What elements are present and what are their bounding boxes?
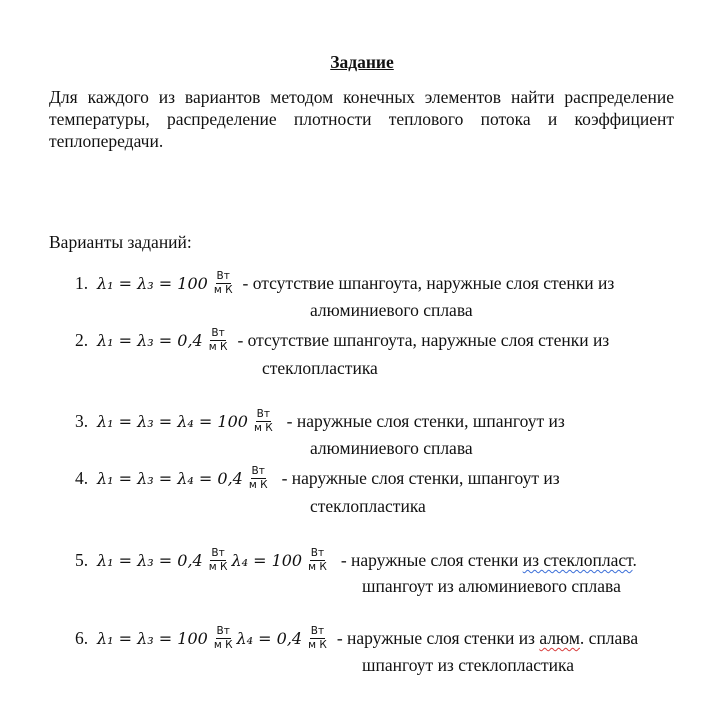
- item-continuation: алюминиевого сплава: [310, 438, 473, 458]
- formula: λ₁ = λ₃ = 100: [97, 274, 208, 293]
- formula: λ₁ = λ₃ = 0,4: [97, 331, 203, 350]
- item-continuation: стеклопластика: [262, 358, 378, 378]
- page-title: Задание: [330, 52, 394, 72]
- variant-item-4: [75, 465, 560, 492]
- item-description: - наружные слоя стенки, шпангоут из: [281, 468, 560, 488]
- unit-fraction: $\frac{Вт}{\text{м К}}$: [248, 465, 268, 491]
- item-number: 6.: [75, 628, 89, 648]
- item-continuation: шпангоут из стеклопластика: [362, 655, 575, 675]
- formula: λ₁ = λ₃ = 0,4: [97, 551, 203, 570]
- item-continuation: стеклопластика: [310, 496, 426, 516]
- unit-fraction: $\frac{Вт}{\text{м К}}$: [208, 327, 228, 353]
- item-number: 3.: [75, 411, 89, 431]
- item-number: 2.: [75, 330, 89, 350]
- spelling-marked-text: алюм: [539, 628, 580, 648]
- item-description: - наружные слоя стенки из алюм. сплава: [336, 628, 639, 648]
- item-description: - отсутствие шпангоута, наружные слоя стенки из: [242, 273, 615, 293]
- unit-fraction: $\frac{Вт}{\text{м К}}$: [253, 408, 273, 434]
- unit-fraction: $\frac{Вт}{\text{м К}}$: [308, 547, 327, 573]
- task-description: Для каждого из вариантов методом конечных элементов найти распределение температуры, распределение плотности теплового потока и коэффициент теплопередачи.: [49, 87, 674, 151]
- unit-fraction: $\frac{Вт}{\text{м К}}$: [208, 547, 228, 573]
- variant-item-5: [75, 547, 637, 574]
- formula-2: λ₄ = 100: [231, 551, 303, 570]
- formula: λ₁ = λ₃ = λ₄ = 100: [97, 412, 248, 431]
- item-number: 5.: [75, 550, 89, 570]
- item-continuation: алюминиевого сплава: [310, 300, 473, 320]
- grammar-marked-text: из стеклопласт: [522, 550, 633, 570]
- variants-heading: Варианты заданий:: [49, 232, 192, 252]
- variant-item-1: [75, 270, 614, 297]
- formula-2: λ₄ = 0,4: [236, 629, 303, 648]
- item-description: - наружные слоя стенки из стеклопласт.: [340, 550, 637, 570]
- item-number: 4.: [75, 468, 89, 488]
- variant-item-6: [75, 625, 638, 652]
- item-description: - наружные слоя стенки, шпангоут из: [286, 411, 565, 431]
- item-continuation: шпангоут из алюминиевого сплава: [362, 576, 621, 596]
- unit-fraction: $\frac{Вт}{\text{м К}}$: [213, 270, 233, 296]
- unit-fraction: $\frac{Вт}{\text{м К}}$: [213, 625, 233, 651]
- formula: λ₁ = λ₃ = λ₄ = 0,4: [97, 469, 243, 488]
- item-number: 1.: [75, 273, 89, 293]
- item-description: - отсутствие шпангоута, наружные слоя стенки из: [237, 330, 610, 350]
- unit-fraction: $\frac{Вт}{\text{м К}}$: [308, 625, 327, 651]
- variant-item-2: [75, 327, 609, 354]
- formula: λ₁ = λ₃ = 100: [97, 629, 208, 648]
- variant-item-3: [75, 408, 565, 435]
